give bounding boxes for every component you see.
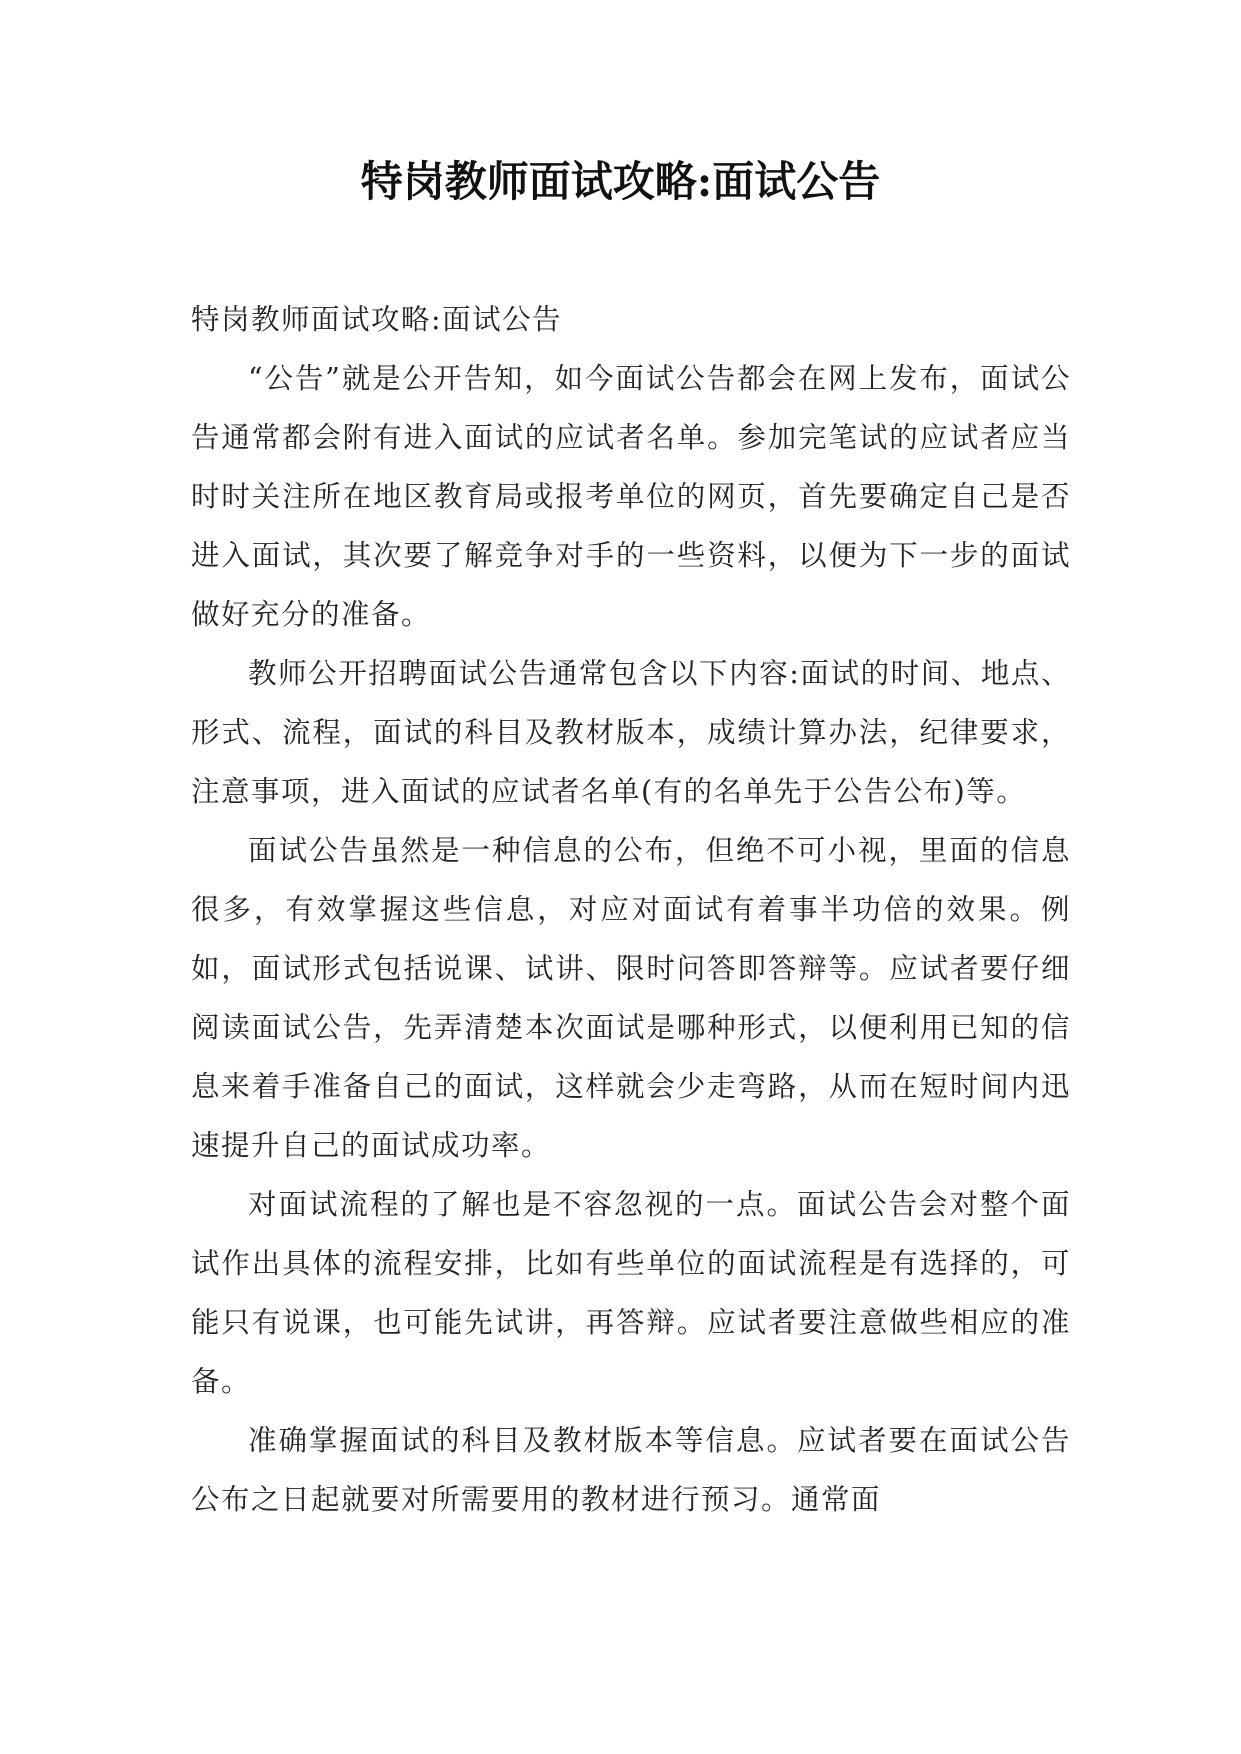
paragraph: 对面试流程的了解也是不容忽视的一点。面试公告会对整个面试作出具体的流程安排，比如有些单位的面试流程是有选择的，可能只有说课，也可能先试讲，再答辩。应试者要注意做些相应的准备。 <box>191 1188 1071 1398</box>
paragraph: “公告”就是公开告知，如今面试公告都会在网上发布，面试公告通常都会附有进入面试的应试者名单。参加完笔试的应试者应当时时关注所在地区教育局或报考单位的网页，首先要确定自己是否进入面试，其次要了解竞争对手的一些资料，以便为下一步的面试做好充分的准备。 <box>191 362 1071 631</box>
paragraph: 准确掌握面试的科目及教材版本等信息。应试者要在面试公告公布之日起就要对所需要用的教材进行预习。通常面 <box>191 1424 1071 1516</box>
paragraph: 教师公开招聘面试公告通常包含以下内容:面试的时间、地点、形式、流程，面试的科目及教材版本，成绩计算办法，纪律要求，注意事项，进入面试的应试者名单(有的名单先于公告公布)等。 <box>191 657 1071 808</box>
document-title: 特岗教师面试攻略:面试公告 <box>360 157 881 206</box>
document-body <box>191 290 1071 1529</box>
document-subtitle: 特岗教师面试攻略:面试公告 <box>191 303 563 336</box>
paragraph: 面试公告虽然是一种信息的公布，但绝不可小视，里面的信息很多，有效掌握这些信息，对应对面试有着事半功倍的效果。例如，面试形式包括说课、试讲、限时问答即答辩等。应试者要仔细阅读面试公告，先弄清楚本次面试是哪种形式，以便利用已知的信息来着手准备自己的面试，这样就会少走弯路，从而在短时间内迅速提升自己的面试成功率。 <box>191 834 1071 1162</box>
